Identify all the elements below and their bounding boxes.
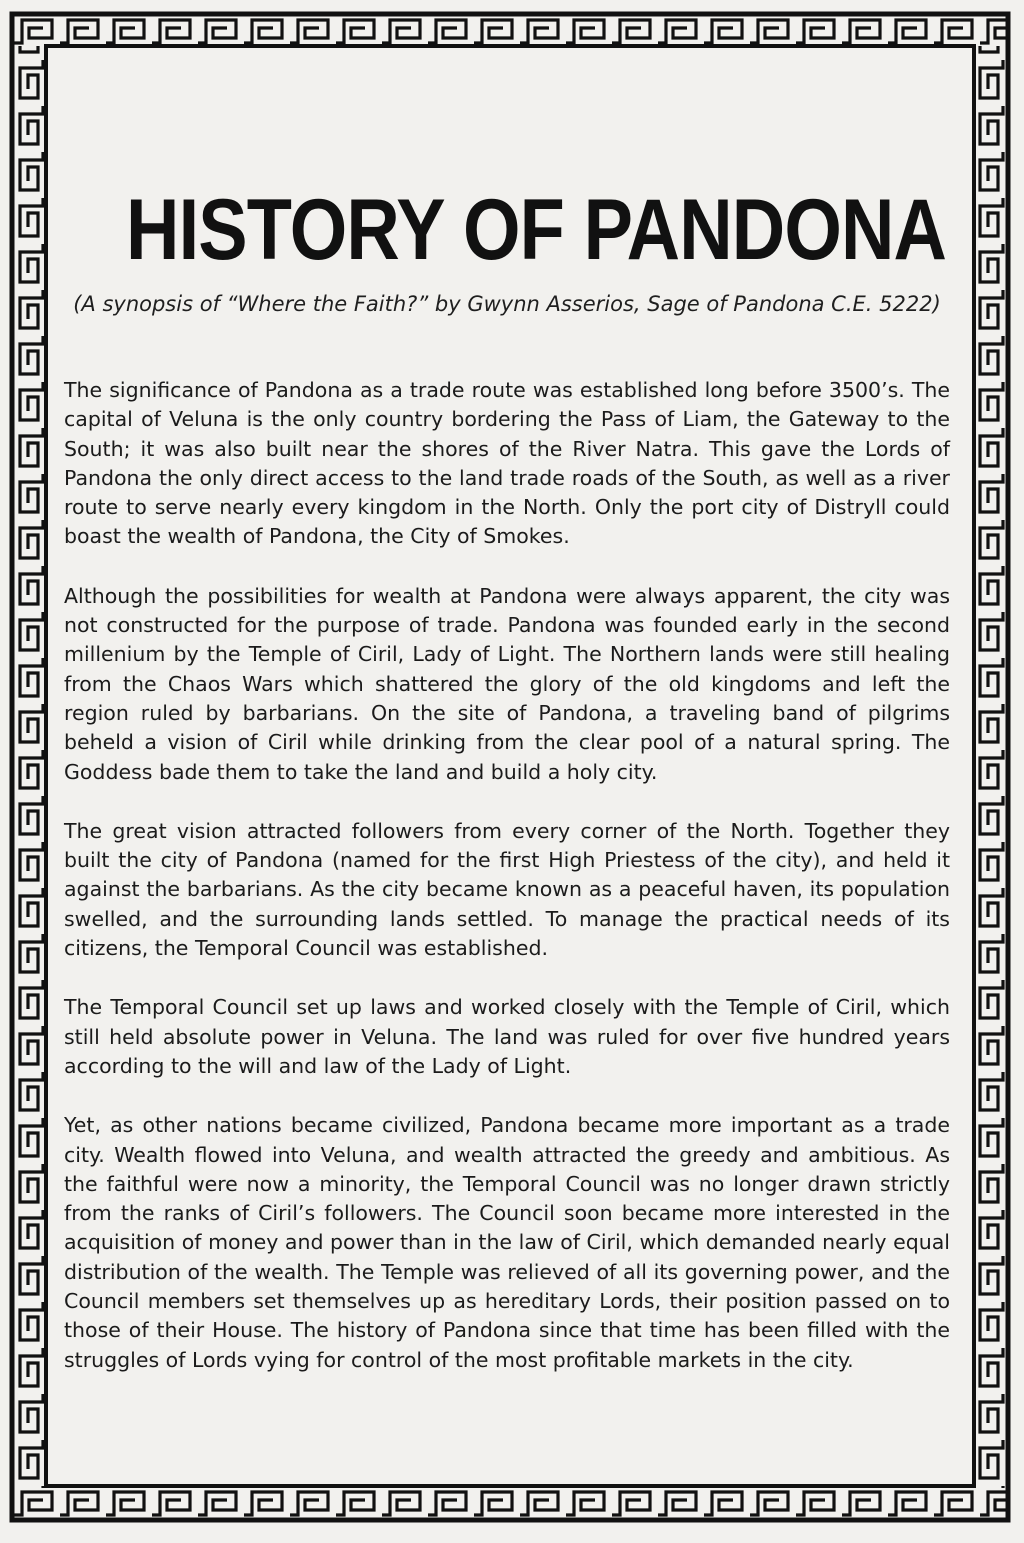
paragraph: Yet, as other nations became civilized, Pandona became more important as a trade city. Wealth flowed into Veluna, and wealth attracted the greedy and ambitious. As the faithful were now a minority, the Temporal Council was no longer drawn strictly from the ranks of Ciril’s followers. The Council soon became more interested in the acquisition of money and power than in the law of Ciril, which demanded nearly equal distribution of the wealth. The Temple was relieved of all its governing power, and the Council members set themselves up as hereditary Lords, their position passed on to those of their House. The history of Pandona since that time has been filled with the struggles of Lords vying for control of the most profitable markets in the city. bbox=[64, 1113, 950, 1372]
paragraph: The Temporal Council set up laws and worked closely with the Temple of Ciril, which still held absolute power in Veluna. The land was ruled for over five hundred years according to the will and law of the Lady of Light. bbox=[64, 995, 950, 1078]
border-bottom-band bbox=[14, 1488, 1006, 1518]
body-text bbox=[64, 376, 950, 1375]
border-top-band bbox=[14, 16, 1006, 46]
border-right-band bbox=[976, 46, 1006, 1488]
document-body bbox=[64, 180, 950, 1405]
paragraph: The great vision attracted followers from every corner of the North. Together they built the city of Pandona (named for the first High Priestess of the city), and held it against the barbarians. As the city became known as a peaceful haven, its population swelled, and the surrounding lands settled. To manage the practical needs of its citizens, the Temporal Council was established. bbox=[64, 818, 950, 961]
paragraph: Although the possibilities for wealth at Pandona were always apparent, the city was not constructed for the purpose of trade. Pandona was founded early in the second millenium by the Temple of Ciril, Lady of Light. The Northern lands were still healing from the Chaos Wars which shattered the glory of the old kingdoms and left the region ruled by barbarians. On the site of Pandona, a traveling band of pilgrims beheld a vision of Ciril while drinking from the clear pool of a natural spring. The Goddess bade them to take the land and build a holy city. bbox=[64, 583, 950, 784]
paragraph: The significance of Pandona as a trade route was established long before 3500’s. The capital of Veluna is the only country bordering the Pass of Liam, the Gateway to the South; it was also built near the shores of the River Natra. This gave the Lords of Pandona the only direct access to the land trade roads of the South, as well as a river route to serve nearly every kingdom in the North. Only the port city of Distryll could boast the wealth of Pandona, the City of Smokes. bbox=[64, 378, 950, 549]
border-left-band bbox=[14, 46, 44, 1488]
subtitle: (A synopsis of “Where the Faith?” by Gwynn Asserios, Sage of Pandona C.E. 5222) bbox=[73, 292, 941, 316]
page-title: HISTORY OF PANDONA bbox=[126, 182, 947, 278]
